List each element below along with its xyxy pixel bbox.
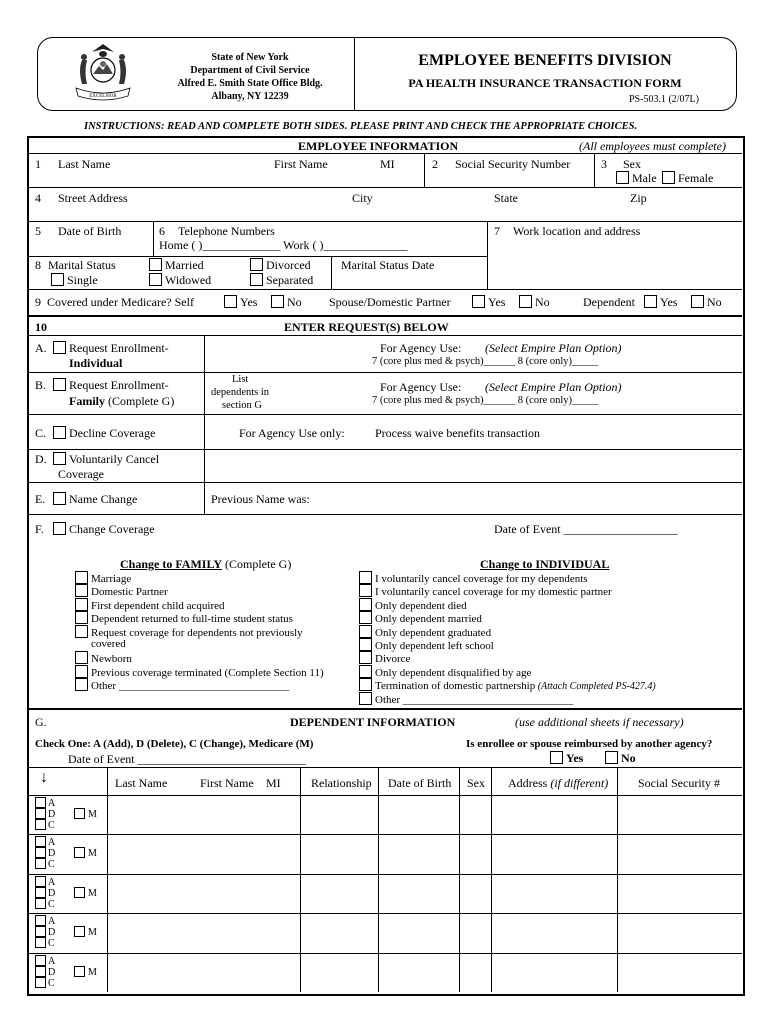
female-checkbox[interactable]: [662, 171, 675, 184]
dependent-row-divider: [29, 795, 742, 796]
header-state: State of New York: [211, 52, 289, 63]
ind-opt-died[interactable]: Only dependent died: [359, 598, 656, 611]
g-event-date: Date of Event ____________________________: [68, 752, 306, 766]
sex-male-option[interactable]: Male: [616, 171, 657, 186]
dependent-row-divider: [29, 874, 742, 875]
dependent-medicare-option[interactable]: M: [74, 926, 97, 938]
request-d-coverage: Coverage: [58, 467, 104, 481]
dependent-code-d[interactable]: D: [35, 847, 55, 859]
single-option[interactable]: Single: [51, 273, 98, 288]
ind-opt-graduated[interactable]: Only dependent graduated: [359, 625, 656, 638]
dependent-no-option[interactable]: No: [691, 295, 722, 310]
dependent-medicare-option[interactable]: M: [74, 808, 97, 820]
first-name-label: First Name: [274, 157, 328, 171]
family-opt-prev-terminated[interactable]: Previous coverage terminated (Complete Section 11): [75, 665, 324, 678]
sex-label: Sex: [623, 157, 641, 171]
request-a-option[interactable]: Request Enrollment-: [53, 341, 169, 356]
state-seal-icon: [62, 40, 144, 108]
change-individual-list: [359, 571, 656, 705]
header-divider: [354, 38, 355, 110]
ind-opt-cancel-dependents[interactable]: I voluntarily cancel coverage for my dependents: [359, 571, 656, 584]
agency-use-only: For Agency Use only:: [239, 426, 345, 440]
family-opt-request[interactable]: Request coverage for dependents not previously: [75, 625, 324, 638]
request-b-options: 7 (core plus med & psych)______ 8 (core only)_____: [372, 395, 599, 406]
dependent-yes-checkbox[interactable]: [644, 295, 657, 308]
family-opt-first-child[interactable]: First dependent child acquired: [75, 598, 324, 611]
reimbursed-no-option[interactable]: No: [605, 751, 636, 766]
dependent-code-c[interactable]: C: [35, 937, 55, 949]
request-f-letter: F.: [35, 522, 44, 536]
down-arrow-icon: ↓: [40, 769, 48, 786]
f-event-date: Date of Event ___________________: [494, 522, 678, 536]
divorced-checkbox[interactable]: [250, 258, 263, 271]
col-mi: MI: [266, 776, 281, 790]
form-title: PA HEALTH INSURANCE TRANSACTION FORM: [408, 76, 682, 90]
request-e-option[interactable]: Name Change: [53, 492, 137, 507]
spouse-yes-option[interactable]: Yes: [472, 295, 505, 310]
dependent-medicare-option[interactable]: M: [74, 966, 97, 978]
requests-title: ENTER REQUEST(S) BELOW: [284, 320, 449, 334]
state-label: State: [494, 191, 518, 205]
divorced-option[interactable]: Divorced: [250, 258, 311, 273]
request-d-letter: D.: [35, 452, 47, 466]
waive-transaction: Process waive benefits transaction: [375, 426, 540, 440]
request-a-options: 7 (core plus med & psych)______ 8 (core only)_____: [372, 356, 599, 367]
self-yes-option[interactable]: Yes: [224, 295, 257, 310]
separated-checkbox[interactable]: [250, 273, 263, 286]
field-7-num: 7: [494, 224, 500, 238]
work-location-label: Work location and address: [513, 224, 641, 238]
dependent-medicare-option[interactable]: M: [74, 847, 97, 859]
field-2-num: 2: [432, 157, 438, 171]
ssn-label: Social Security Number: [455, 157, 571, 171]
dependent-code-d[interactable]: D: [35, 966, 55, 978]
list-dependents-2: dependents in: [211, 387, 270, 398]
ind-opt-left-school[interactable]: Only dependent left school: [359, 638, 656, 651]
street-label: Street Address: [58, 191, 128, 205]
dependent-code-a[interactable]: A: [35, 955, 55, 967]
request-d-checkbox[interactable]: [53, 452, 66, 465]
dependent-row-divider: [29, 953, 742, 954]
dependent-yes-option[interactable]: Yes: [644, 295, 677, 310]
field-8-num: 8: [35, 258, 41, 272]
col-dob: Date of Birth: [388, 776, 452, 790]
ind-opt-age[interactable]: Only dependent disqualified by age: [359, 665, 656, 678]
instructions: INSTRUCTIONS: READ AND COMPLETE BOTH SIDES. PLEASE PRINT AND CHECK THE APPROPRIATE CHOICES.: [84, 121, 638, 132]
medicare-label: Covered under Medicare? Self: [47, 295, 194, 309]
reimbursed-label: Is enrollee or spouse reimbursed by another agency?: [466, 738, 713, 750]
dependent-medicare-option[interactable]: M: [74, 887, 97, 899]
list-dependents-1: List: [232, 374, 249, 385]
header-city: Albany, NY 12239: [211, 91, 289, 102]
section-g-letter: G.: [35, 715, 47, 729]
dependent-code-c[interactable]: C: [35, 977, 55, 989]
request-b-agency-use: For Agency Use:: [380, 380, 462, 394]
col-sex: Sex: [467, 776, 485, 790]
request-b-letter: B.: [35, 378, 47, 392]
request-a-checkbox[interactable]: [53, 341, 66, 354]
col-first-name: First Name: [200, 776, 254, 790]
zip-label: Zip: [630, 191, 647, 205]
col-address: Address (if different): [508, 776, 609, 790]
request-b-family: Family (Complete G): [69, 394, 175, 408]
spouse-no-option[interactable]: No: [519, 295, 550, 310]
field-1-num: 1: [35, 157, 41, 171]
header-bldg: Alfred E. Smith State Office Bldg.: [177, 78, 323, 89]
request-a-individual: Individual: [69, 356, 123, 370]
dependent-row-divider: [29, 834, 742, 835]
change-family-list: [75, 571, 324, 692]
self-yes-checkbox[interactable]: [224, 295, 237, 308]
ind-opt-divorce[interactable]: Divorce: [359, 651, 656, 664]
dependent-label: Dependent: [583, 295, 635, 309]
dependent-code-d[interactable]: D: [35, 926, 55, 938]
request-f-option[interactable]: Change Coverage: [53, 522, 155, 537]
married-checkbox[interactable]: [149, 258, 162, 271]
family-opt-student[interactable]: Dependent returned to full-time student status: [75, 611, 324, 624]
last-name-label: Last Name: [58, 157, 111, 171]
field-3-num: 3: [601, 157, 607, 171]
col-last-name: Last Name: [115, 776, 168, 790]
request-b-checkbox[interactable]: [53, 378, 66, 391]
ind-opt-married[interactable]: Only dependent married: [359, 611, 656, 624]
request-b-empire: (Select Empire Plan Option): [485, 380, 622, 394]
family-opt-domestic[interactable]: Domestic Partner: [75, 584, 324, 597]
widowed-checkbox[interactable]: [149, 273, 162, 286]
request-a-empire: (Select Empire Plan Option): [485, 341, 622, 355]
ind-opt-cancel-partner[interactable]: I voluntarily cancel coverage for my domestic partner: [359, 584, 656, 597]
dependent-code-a[interactable]: A: [35, 876, 55, 888]
change-family-heading: Change to FAMILY (Complete G): [120, 557, 292, 571]
dependent-code-c[interactable]: C: [35, 898, 55, 910]
mi-label: MI: [380, 157, 395, 171]
previous-name-label: Previous Name was:: [211, 492, 310, 506]
dependent-code-c[interactable]: C: [35, 819, 55, 831]
self-no-option[interactable]: No: [271, 295, 302, 310]
field-6-num: 6: [159, 224, 165, 238]
dependent-info-title: DEPENDENT INFORMATION: [290, 715, 456, 729]
field-4-num: 4: [35, 191, 41, 205]
marital-date-label: Marital Status Date: [341, 258, 435, 272]
city-label: City: [352, 191, 373, 205]
self-no-checkbox[interactable]: [271, 295, 284, 308]
request-c-checkbox[interactable]: [53, 426, 66, 439]
family-opt-marriage[interactable]: Marriage: [75, 571, 324, 584]
field-5-num: 5: [35, 224, 41, 238]
ind-opt-termination[interactable]: Termination of domestic partnership (Attach Completed PS-427.4): [359, 678, 656, 691]
dependent-code-c[interactable]: C: [35, 858, 55, 870]
field-9-num: 9: [35, 295, 41, 309]
dependent-no-checkbox[interactable]: [691, 295, 704, 308]
marital-status-label: Marital Status: [48, 258, 116, 272]
reimbursed-no-checkbox[interactable]: [605, 751, 618, 764]
request-c-option[interactable]: Decline Coverage: [53, 426, 155, 441]
request-d-option[interactable]: Voluntarily Cancel: [53, 452, 159, 467]
sex-female-option[interactable]: Female: [662, 171, 713, 186]
single-checkbox[interactable]: [51, 273, 64, 286]
request-e-letter: E.: [35, 492, 46, 506]
svg-text:EXCELSIOR: EXCELSIOR: [89, 94, 117, 99]
family-opt-other[interactable]: Other _______________________________: [75, 678, 324, 691]
form-number: PS-503.1 (2/07L): [629, 94, 699, 105]
dependent-code-a[interactable]: A: [35, 797, 55, 809]
dependent-code-a[interactable]: A: [35, 836, 55, 848]
family-opt-newborn[interactable]: Newborn: [75, 651, 324, 664]
request-c-letter: C.: [35, 426, 47, 440]
dob-label: Date of Birth: [58, 224, 122, 238]
col-ssn: Social Security #: [638, 776, 720, 790]
check-one-label: Check One: A (Add), D (Delete), C (Change), Medicare (M): [35, 738, 314, 750]
request-a-agency-use: For Agency Use:: [380, 341, 462, 355]
list-dependents-3: section G: [222, 400, 262, 411]
dependent-code-d[interactable]: D: [35, 887, 55, 899]
request-b-option[interactable]: Request Enrollment-: [53, 378, 169, 393]
phone-home-work: Home ( )_____________ Work ( )______________: [159, 238, 408, 252]
employee-info-note: (All employees must complete): [579, 139, 726, 153]
reimbursed-yes-checkbox[interactable]: [550, 751, 563, 764]
dependent-row-divider: [29, 913, 742, 914]
spouse-label: Spouse/Domestic Partner: [329, 295, 451, 309]
married-option[interactable]: Married: [149, 258, 204, 273]
family-opt-covered: covered: [91, 637, 126, 650]
male-checkbox[interactable]: [616, 171, 629, 184]
employee-info-title: EMPLOYEE INFORMATION: [298, 139, 459, 153]
division-title: EMPLOYEE BENEFITS DIVISION: [418, 52, 672, 69]
request-a-letter: A.: [35, 341, 47, 355]
separated-option[interactable]: Separated: [250, 273, 313, 288]
section-10-num: 10: [35, 320, 47, 334]
dependent-code-d[interactable]: D: [35, 808, 55, 820]
request-e-checkbox[interactable]: [53, 492, 66, 505]
change-individual-heading: Change to INDIVIDUAL: [480, 557, 610, 571]
spouse-yes-checkbox[interactable]: [472, 295, 485, 308]
ind-opt-other[interactable]: Other _______________________________: [359, 692, 656, 705]
dependent-info-note: (use additional sheets if necessary): [515, 715, 684, 729]
header-dept: Department of Civil Service: [190, 65, 310, 76]
spouse-no-checkbox[interactable]: [519, 295, 532, 308]
reimbursed-yes-option[interactable]: Yes: [550, 751, 583, 766]
telephone-label: Telephone Numbers: [178, 224, 275, 238]
request-f-checkbox[interactable]: [53, 522, 66, 535]
col-relationship: Relationship: [311, 776, 372, 790]
dependent-code-a[interactable]: A: [35, 915, 55, 927]
widowed-option[interactable]: Widowed: [149, 273, 211, 288]
